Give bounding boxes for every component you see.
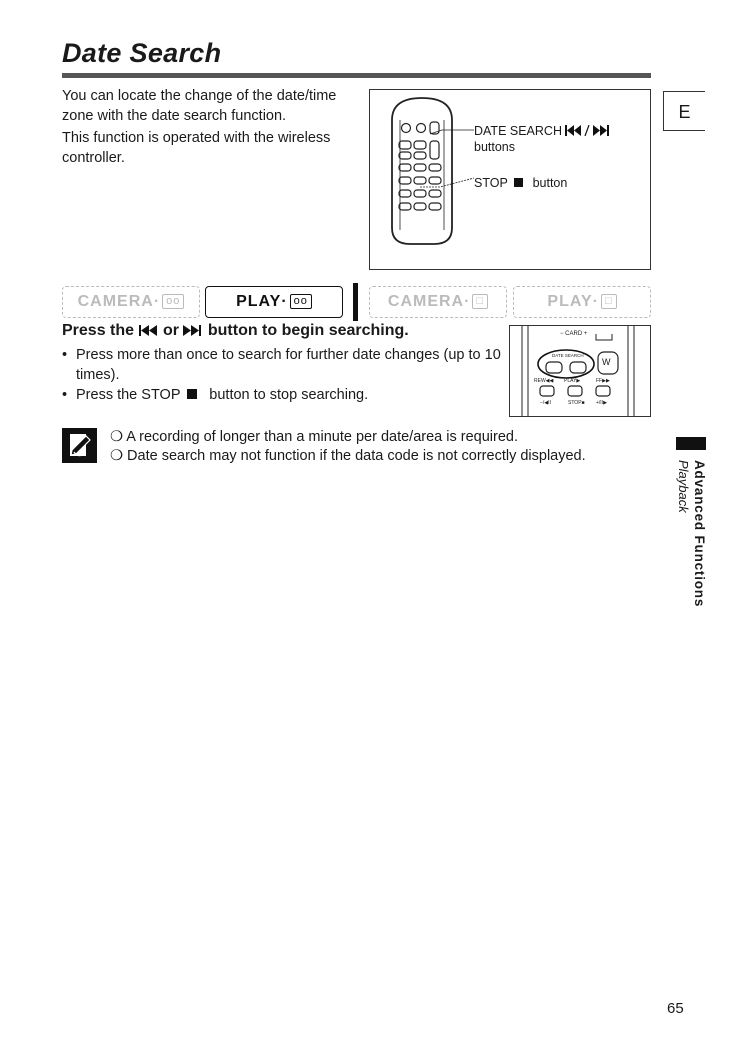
rew-label: REW◀◀ bbox=[534, 378, 554, 384]
page-title: Date Search bbox=[62, 38, 222, 68]
step-heading bbox=[62, 322, 409, 340]
w-label: W bbox=[602, 357, 611, 367]
note-bullet-icon: ❍ bbox=[110, 448, 123, 464]
intro-paragraph-1: You can locate the change of the date/time zone with the date search function. bbox=[62, 88, 337, 124]
mode-label: PLAY bbox=[236, 293, 282, 310]
controller-closeup-figure bbox=[509, 325, 651, 417]
step-heading-pre: Press the bbox=[62, 322, 135, 339]
slow-reverse-label: −/◀II bbox=[540, 400, 551, 406]
skip-back-forward-icon bbox=[565, 125, 611, 136]
skip-back-icon bbox=[139, 325, 159, 336]
page-number: 65 bbox=[667, 1000, 684, 1017]
date-search-callout-text: DATE SEARCH bbox=[474, 124, 562, 138]
date-search-callout bbox=[474, 123, 611, 139]
language-tab: E bbox=[663, 91, 705, 131]
date-search-label: DATE SEARCH bbox=[552, 353, 584, 358]
note-item bbox=[110, 447, 586, 466]
mode-label: CAMERA bbox=[77, 293, 154, 310]
stop-label: STOP■ bbox=[568, 400, 585, 406]
stop-callout-suffix: button bbox=[532, 176, 568, 190]
intro-paragraph-2: This function is operated with the wireless controller. bbox=[62, 130, 331, 166]
bullet-text-pre: Press the STOP bbox=[76, 387, 181, 403]
mode-camera-card: CAMERA· □ bbox=[369, 286, 507, 318]
note-bullet-icon: ❍ bbox=[110, 429, 123, 445]
slow-forward-label: +/II▶ bbox=[596, 400, 607, 406]
stop-square-icon bbox=[187, 389, 197, 399]
stop-callout-text: STOP bbox=[474, 176, 508, 190]
ff-label: FF▶▶ bbox=[596, 378, 610, 384]
tape-icon: oo bbox=[290, 294, 312, 309]
bullet-item bbox=[62, 385, 502, 405]
subsection-title: Playback bbox=[676, 460, 691, 513]
note-text: A recording of longer than a minute per date/area is required. bbox=[126, 429, 518, 445]
bullet-text-post: button to stop searching. bbox=[209, 387, 369, 403]
mode-play-card: PLAY· □ bbox=[513, 286, 651, 318]
step-heading-post: button to begin searching. bbox=[207, 322, 409, 339]
mode-play-tape: PLAY· oo bbox=[205, 286, 343, 318]
note-text: Date search may not function if the data code is not correctly displayed. bbox=[127, 448, 586, 464]
section-marker bbox=[676, 437, 706, 450]
date-search-callout-sub: buttons bbox=[474, 140, 516, 154]
step-heading-mid: or bbox=[162, 322, 179, 339]
bullet-item: • Press more than once to search for further date changes (up to 10 times). bbox=[62, 345, 502, 385]
section-title: Advanced Functions bbox=[692, 460, 707, 608]
mode-label: PLAY bbox=[547, 293, 593, 310]
stop-square-icon bbox=[514, 178, 523, 187]
title-rule bbox=[62, 73, 651, 78]
mode-label: CAMERA bbox=[387, 293, 465, 310]
card-icon: □ bbox=[472, 294, 488, 309]
tape-icon: oo bbox=[162, 294, 184, 309]
skip-forward-icon bbox=[183, 325, 203, 336]
mode-separator bbox=[353, 283, 358, 321]
note-item bbox=[110, 428, 518, 447]
play-label: PLAY▶ bbox=[564, 378, 581, 384]
mode-camera-tape: CAMERA· oo bbox=[62, 286, 200, 318]
card-icon: □ bbox=[601, 294, 617, 309]
card-label: − CARD + bbox=[560, 331, 588, 337]
stop-callout bbox=[474, 175, 567, 191]
note-pencil-icon bbox=[62, 428, 97, 463]
